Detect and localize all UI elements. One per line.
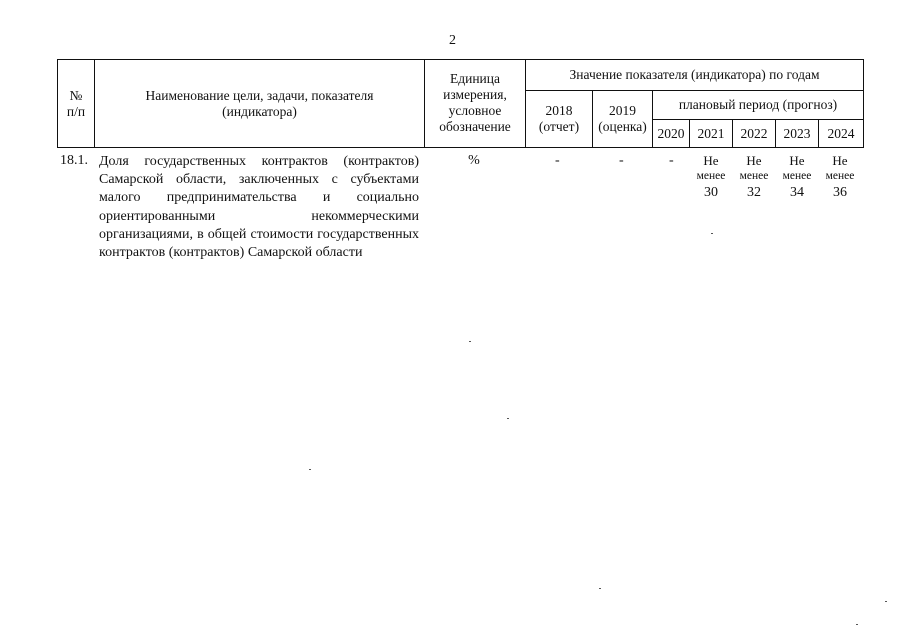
scan-speck bbox=[507, 418, 509, 419]
scan-speck bbox=[711, 233, 713, 234]
row-value-2024: Не менее 36 bbox=[825, 153, 855, 200]
header-year-2019: 2019 (оценка) bbox=[598, 103, 647, 134]
row-value-2021: Не менее 30 bbox=[696, 153, 726, 200]
header-year-2023: 2023 bbox=[783, 126, 811, 141]
header-right-border bbox=[863, 59, 864, 148]
scan-speck bbox=[599, 588, 601, 589]
scan-speck bbox=[309, 469, 311, 470]
header-bottom-border bbox=[57, 147, 864, 148]
scan-speck bbox=[885, 601, 887, 602]
row-value-2023: Не менее 34 bbox=[782, 153, 812, 200]
header-year-2024: 2024 bbox=[827, 126, 855, 141]
row-unit: % bbox=[468, 153, 480, 168]
header-top-border bbox=[57, 59, 864, 60]
header-year-2020: 2020 bbox=[657, 126, 685, 141]
header-year-2021: 2021 bbox=[697, 126, 725, 141]
page-number: 2 bbox=[449, 33, 456, 48]
row-value-2018: - bbox=[555, 153, 560, 168]
header-year-2022: 2022 bbox=[740, 126, 768, 141]
header-planned-group: плановый период (прогноз) bbox=[678, 97, 838, 112]
scan-speck bbox=[469, 341, 471, 342]
row-indicator-name: Доля государственных контрактов (контрактов) Самарской области, заключенных с субъектами малого предпринимательства и социально ориентированными некоммерческими организациями, в общей стоимости государственных контрактов (контрактов) Самарской области bbox=[99, 154, 419, 261]
header-values-group: Значение показателя (индикатора) по годам bbox=[569, 67, 820, 82]
row-value-2022: Не менее 32 bbox=[739, 153, 769, 200]
row-number: 18.1. bbox=[60, 153, 88, 168]
scan-speck bbox=[856, 624, 858, 625]
header-year-2018: 2018 (отчет) bbox=[538, 103, 580, 134]
row-value-2020: - bbox=[669, 153, 674, 168]
header-name-col: Наименование цели, задачи, показателя (индикатора) bbox=[145, 88, 374, 119]
header-unit-col: Единица измерения, условное обозначение bbox=[439, 71, 511, 134]
header-num-col: № п/п bbox=[66, 88, 86, 119]
row-value-2019: - bbox=[619, 153, 624, 168]
header-planned-underline bbox=[652, 119, 864, 120]
header-values-underline bbox=[525, 90, 864, 91]
